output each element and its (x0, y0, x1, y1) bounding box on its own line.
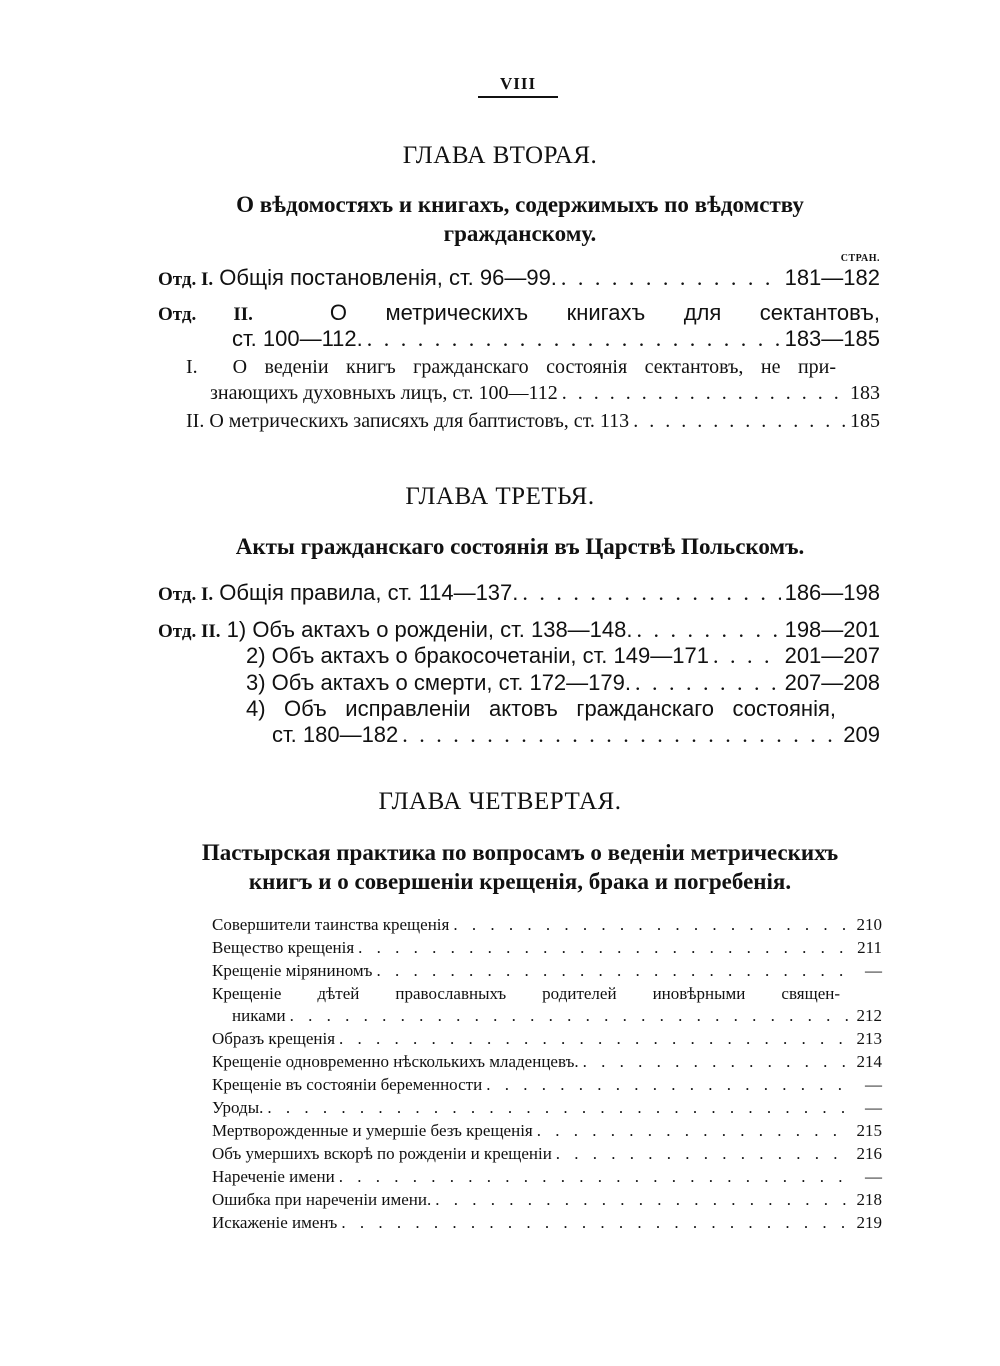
toc-entry-pages: 183—185 (784, 326, 880, 351)
toc-entry (158, 580, 880, 606)
index-entry-page: 210 (856, 915, 882, 934)
toc-entry (246, 643, 880, 669)
dot-leader (713, 643, 781, 669)
toc-subentry-line-2 (210, 382, 880, 405)
index-entry-line-2 (232, 1004, 882, 1027)
dot-leader (358, 936, 848, 959)
dot-leader (556, 1142, 848, 1165)
dot-leader (341, 1211, 848, 1234)
index-entry-page: 214 (856, 1052, 882, 1071)
dot-leader (367, 326, 781, 352)
pages-column-label: СТРАН. (840, 253, 880, 264)
toc-entry-pages: 183 (850, 382, 880, 404)
toc-entry-pages: 198—201 (784, 617, 880, 642)
index-entry-page: 219 (856, 1213, 882, 1232)
index-entry (212, 1211, 882, 1234)
index-entry (212, 936, 882, 959)
index-entry-text: Крещеніе міряниномъ (212, 961, 373, 980)
index-entry (212, 1165, 882, 1188)
chapter-4-title-line-1: Пастырская практика по вопросамъ о веденіи метрическихъ (201, 840, 839, 865)
toc-entry-line-2 (232, 326, 880, 352)
toc-entry-text: Общія постановленія, ст. 96—99. (219, 265, 557, 290)
index-entry-page: 218 (856, 1190, 882, 1209)
toc-entry-prefix: Отд. II. (158, 304, 253, 325)
chapter-2-title-line-2: гражданскому. (443, 221, 597, 246)
dot-leader (339, 1165, 848, 1188)
index-entry (212, 1073, 882, 1096)
dot-leader (522, 580, 780, 606)
chapter-2-heading: ГЛАВА ВТОРАЯ. (402, 142, 598, 169)
toc-entry (158, 617, 880, 643)
dot-leader (633, 410, 846, 433)
dot-leader (402, 722, 839, 748)
index-entry-line-1: Крещеніе дѣтей православныхъ родителей иновѣрными священ- (212, 984, 840, 1003)
index-entry-page: 213 (856, 1029, 882, 1048)
page-number-rule (478, 96, 558, 98)
dot-leader (435, 1188, 848, 1211)
index-entry-page: 211 (857, 938, 882, 957)
index-entry-text: Нареченіе имени (212, 1167, 335, 1186)
index-entry-page: 212 (856, 1006, 882, 1025)
dot-leader (562, 382, 846, 405)
chapter-3-title: Акты гражданскаго состоянія въ Царствѣ Польскомъ. (235, 534, 805, 559)
chapter-2-title-line-1: О вѣдомостяхъ и книгахъ, содержимыхъ по вѣдомству (236, 192, 804, 217)
toc-entry-text: 3) Объ актахъ о смерти, ст. 172—179. (246, 670, 631, 695)
dot-leader (376, 959, 848, 982)
index-entry-text: Вещество крещенія (212, 938, 355, 957)
toc-entry-line-1 (246, 696, 836, 722)
toc-entry-pages: 201—207 (784, 643, 880, 668)
dot-leader (453, 913, 848, 936)
index-entry-page: — (865, 1167, 882, 1186)
dot-leader (637, 617, 781, 643)
index-entry-page: 215 (856, 1121, 882, 1140)
index-entry (212, 1142, 882, 1165)
toc-entry-text: ст. 180—182 (272, 722, 399, 747)
index-entry (212, 1027, 882, 1050)
dot-leader (537, 1119, 848, 1142)
index-entry-text: Крещеніе одновременно нѣсколькихъ младенцевъ. (212, 1052, 579, 1071)
index-entry (212, 1096, 882, 1119)
index-entry-text: Уроды. (212, 1098, 264, 1117)
toc-subentry-line-1 (186, 356, 836, 379)
index-entry-text: никами (232, 1006, 286, 1025)
index-entry (212, 913, 882, 936)
index-entry-page: — (865, 1075, 882, 1094)
toc-entry-prefix: Отд. I. (158, 269, 214, 290)
toc-entry-text: 4) Объ исправленіи актовъ гражданскаго состоянія, (246, 696, 836, 721)
chapter-3-heading: ГЛАВА ТРЕТЬЯ. (405, 483, 595, 510)
toc-entry-text: О веденіи книгъ гражданскаго состоянія сектантовъ, не при- (232, 356, 837, 378)
index-entry-page: — (865, 961, 882, 980)
toc-entry (246, 670, 880, 696)
index-entry (212, 959, 882, 982)
index-entry (212, 1188, 882, 1211)
chapter-4-title-line-2: книгъ и о совершеніи крещенія, брака и погребенія. (248, 869, 792, 894)
page-number: VIII (499, 74, 537, 93)
index-entry (212, 1119, 882, 1142)
toc-entry-text: О метрическихъ записяхъ для баптистовъ, ст. 113 (209, 410, 630, 432)
dot-leader (635, 670, 781, 696)
index-entry-text: Мертворожденные и умершіе безъ крещенія (212, 1121, 533, 1140)
toc-entry-prefix: I. (186, 356, 198, 378)
toc-entry-prefix: Отд. II. (158, 621, 221, 642)
chapter-4-heading: ГЛАВА ЧЕТВЕРТАЯ. (378, 788, 622, 815)
dot-leader (267, 1096, 848, 1119)
dot-leader (290, 1004, 848, 1027)
toc-entry-text: знающихъ духовныхъ лицъ, ст. 100—112 (210, 382, 558, 404)
toc-entry-pages: 181—182 (784, 265, 880, 290)
toc-entry-pages: 185 (850, 410, 880, 432)
toc-entry-prefix: II. (186, 410, 205, 432)
index-entry-text: Ошибка при нареченіи имени. (212, 1190, 432, 1209)
index-entry-text: Искаженіе именъ (212, 1213, 338, 1232)
index-entry-text: Образъ крещенія (212, 1029, 336, 1048)
toc-entry-text: 1) Объ актахъ о рожденіи, ст. 138—148. (226, 617, 633, 642)
index-entry-page: — (865, 1098, 882, 1117)
toc-entry-text: О метрическихъ книгахъ для сектантовъ, (329, 300, 880, 325)
toc-entry-pages: 186—198 (784, 580, 880, 605)
toc-entry-prefix: Отд. I. (158, 584, 214, 605)
dot-leader (339, 1027, 848, 1050)
toc-entry (158, 265, 880, 291)
index-entry (212, 1050, 882, 1073)
toc-entry-pages: 207—208 (784, 670, 880, 695)
toc-entry-text: ст. 100—112. (232, 326, 363, 351)
toc-entry-line-1 (158, 300, 880, 326)
dot-leader (561, 265, 781, 291)
index-entry-text: Объ умершихъ вскорѣ по рожденіи и крещеніи (212, 1144, 552, 1163)
index-entry-text: Совершители таинства крещенія (212, 915, 450, 934)
dot-leader (583, 1050, 848, 1073)
dot-leader (486, 1073, 848, 1096)
toc-entry-line-2 (272, 722, 880, 748)
toc-entry-text: Общія правила, ст. 114—137. (219, 580, 519, 605)
index-entry-page: 216 (856, 1144, 882, 1163)
index-entry-text: Крещеніе въ состояніи беременности (212, 1075, 483, 1094)
toc-entry-pages: 209 (843, 722, 880, 747)
toc-entry-text: 2) Объ актахъ о бракосочетаніи, ст. 149—171 (246, 643, 709, 668)
toc-subentry (186, 410, 880, 433)
